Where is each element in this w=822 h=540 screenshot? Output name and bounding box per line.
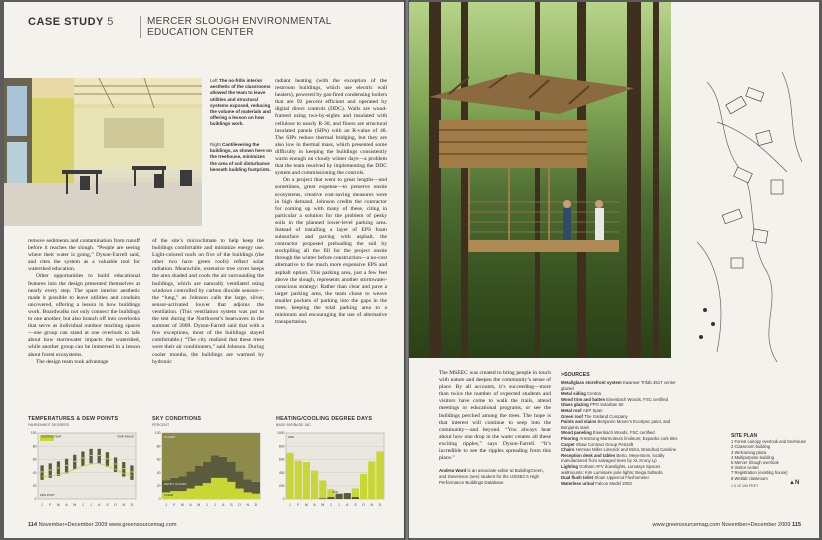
x-tick-label: A bbox=[346, 503, 349, 507]
temp-range-bar bbox=[89, 449, 92, 464]
site-plan-item: 6 Visitor center bbox=[731, 465, 759, 471]
source-item-key: Green roof bbox=[561, 413, 585, 419]
hdd-bar bbox=[303, 462, 310, 499]
body-paragraph: On a project that went to great lengths—and sometimes, great expense—to preserve onsite ecosystems, creative cost-saving measures were in high demand. Johnson credits the contractor for coming up with many of these, citing in particular a solution for the problem of pesky soils in the planned lower-level parking area. Instead of installing a layer of EPS foam subsurface and paving with asphalt, the contractor proposed preloading the soil by stockpiling all the fill for the project onsite through the winter before construction—a no-cost alternative to the much more expensive EPS and asphalt option. This parking area, just a few feet above the slough, represents another stormwater-conscious strategy: Rather than clear and pave a larger parking area, the team chose to weave smaller pockets of parking into the gaps in the trees, keeping the total parking area to a minimum and encouraging the use of alternative transportation. bbox=[275, 177, 387, 326]
x-tick-label: A bbox=[189, 503, 192, 507]
temp-range-bar bbox=[40, 465, 43, 480]
page-title: MERCER SLOUGH ENVIRONMENTAL EDUCATION CENTER bbox=[147, 16, 332, 38]
sources-list bbox=[561, 380, 679, 486]
x-tick-label: M bbox=[180, 503, 184, 507]
x-tick-label: F bbox=[297, 503, 300, 507]
cdd-bar bbox=[336, 494, 343, 499]
y-tick-label: 100 bbox=[30, 431, 37, 436]
cdd-bar bbox=[352, 497, 359, 499]
treehouse-illustration bbox=[409, 2, 671, 358]
caption-right-label: Right bbox=[210, 142, 221, 147]
caption-left-text: The no-frills interior aesthetic of the classrooms allowed the team to leave utilities and structural systems exposed, reducing the volume of materials and offering a lesson on how buildings work. bbox=[210, 78, 271, 127]
temp-chart-subtitle: FAHRENHEIT DEGREES bbox=[28, 423, 70, 427]
source-item-key: Glass glazing bbox=[561, 402, 590, 408]
temp-chart-title: TEMPERATURES & DEW POINTS bbox=[28, 416, 119, 422]
classroom-illustration bbox=[4, 78, 202, 226]
hdd-bar bbox=[376, 451, 383, 499]
y-tick-label: 40 bbox=[32, 470, 37, 475]
left-page bbox=[4, 2, 406, 538]
sky-chart-title: SKY CONDITIONS bbox=[152, 416, 202, 422]
legend-dew-label: DEW POINT bbox=[40, 494, 55, 497]
x-tick-label: J bbox=[214, 503, 216, 507]
x-tick-label: O bbox=[238, 503, 241, 507]
right-folio bbox=[653, 522, 801, 528]
y-tick-label: 0 bbox=[34, 497, 37, 502]
site-plan-item: 5 Mercer Slough overlook bbox=[731, 460, 779, 466]
y-tick-label: 0 bbox=[282, 497, 285, 502]
section-label-text: CASE STUDY bbox=[28, 16, 104, 28]
source-item bbox=[561, 481, 679, 487]
temp-range-bar bbox=[106, 452, 109, 467]
x-tick-label: D bbox=[254, 503, 258, 507]
y-tick-label: 80 bbox=[156, 444, 161, 449]
source-item-key: Flooring bbox=[561, 435, 580, 441]
body-paragraph: Other opportunities to build educational features into the design presented themselves at nearly every step. The spare interior aesthetic made it possible to leave utilities and conduits uncovered, offering a lesson in how buildings work. Boardwalks not only connect the buildings to one another, but also branch off into overlooks that serve as individual outdoor teaching spaces—one group can stand at one overlook to talk about how stormwater impacts the watershed, while another group can be immersed in a lesson about forest ecosystems. bbox=[28, 273, 140, 358]
source-item-key: Lighting bbox=[561, 463, 580, 469]
left-folio-text: November+December 2009 www.greensourcemag.com bbox=[38, 522, 177, 528]
x-tick-label: A bbox=[222, 503, 225, 507]
y-tick-label: 0 bbox=[158, 497, 161, 502]
site-plan-item: 8 Wetlab classroom bbox=[731, 475, 768, 481]
x-tick-label: S bbox=[354, 503, 357, 507]
right-page bbox=[409, 2, 819, 538]
source-item-value: Kawneer Trifab 451T center glazed bbox=[561, 380, 676, 391]
y-tick-label: 200 bbox=[278, 484, 285, 488]
x-tick-label: J bbox=[41, 503, 43, 507]
temp-chart bbox=[28, 429, 146, 511]
temp-range-bar bbox=[81, 451, 84, 466]
body-column-b bbox=[152, 238, 264, 366]
section-number: 5 bbox=[107, 16, 114, 28]
source-item-value: The Garland Company bbox=[584, 413, 628, 419]
y-tick-label: 60 bbox=[32, 457, 37, 462]
north-label: N bbox=[794, 480, 800, 486]
x-tick-label: M bbox=[321, 503, 325, 507]
scale-bar-label: 1 0 10 100 FEET bbox=[731, 484, 759, 488]
author-name: Andrea Ward bbox=[439, 468, 467, 473]
x-tick-label: N bbox=[370, 503, 374, 507]
body-column-a bbox=[28, 238, 140, 366]
site-plan-key bbox=[731, 434, 807, 481]
x-tick-label: M bbox=[56, 503, 60, 507]
x-tick-label: J bbox=[82, 503, 84, 507]
classroom-photo bbox=[4, 78, 202, 226]
x-tick-label: A bbox=[313, 503, 316, 507]
x-tick-label: J bbox=[165, 503, 167, 507]
y-tick-label: 600 bbox=[278, 457, 285, 462]
source-item-value: Gotham AFV downlights, Lumasys Spaces wallmounts; Kim Luminaire pole lights; Beiga bollards bbox=[561, 463, 663, 475]
author-bio bbox=[439, 468, 551, 485]
source-item-value: Eisenbach Woods, FSC certified bbox=[606, 396, 669, 402]
body-paragraph: The MSEEC was created to bring people in touch with nature and deepen the community’s sense of place. By all accounts, it’s succeeding—more than twice the number of expected students and visitors have come to walk the trails, attend meetings or educational programs, or see the buildings perched among the trees. The hope is that interest will continue to seep into the community—and beyond. “You always hear about how one drop in the water creates all these exciting ripples,” says Dyson-Farrell. “It’s incredible to see the ripples spreading from this place.” bbox=[439, 370, 551, 462]
site-plan-item: 2 Classroom building bbox=[731, 444, 771, 450]
x-tick-label: O bbox=[114, 503, 117, 507]
source-item-value: Centria bbox=[587, 391, 601, 397]
source-item-value: AEP Span bbox=[582, 407, 603, 413]
x-tick-label: M bbox=[304, 503, 308, 507]
temp-range-bar bbox=[73, 455, 76, 470]
x-tick-label: D bbox=[378, 503, 382, 507]
source-item-key: Waterless urinal bbox=[561, 480, 596, 486]
sky-chart bbox=[152, 429, 270, 511]
x-tick-label: N bbox=[122, 503, 126, 507]
header-divider bbox=[140, 16, 141, 38]
site-plan-map bbox=[687, 62, 815, 382]
cdd-bar bbox=[319, 498, 326, 499]
x-tick-label: S bbox=[106, 503, 109, 507]
caption-left-label: Left bbox=[210, 78, 218, 83]
legend-hdd-label: HDD bbox=[288, 435, 295, 439]
source-item-key: Dual flush toilet bbox=[561, 475, 595, 481]
source-item-value: Berto, Meyerstein, locally manufactured from salvaged trees by XL Krony Lp bbox=[561, 452, 665, 464]
x-tick-label: N bbox=[246, 503, 250, 507]
source-item bbox=[561, 419, 679, 430]
source-item-value: Eisenbach Woods, FSC certified bbox=[592, 430, 655, 436]
caption-right-text: Cantilevering the buildings, as shown here on the treehouse, minimizes the area of soil disturbance beneath building footprints. bbox=[210, 142, 272, 172]
body-column-top-right bbox=[275, 78, 387, 326]
sources-heading: >SOURCES bbox=[561, 372, 590, 378]
y-tick-label: 20 bbox=[156, 484, 161, 488]
source-item-key: Reception desk and tables bbox=[561, 452, 617, 458]
source-item-value: PPG Solarban 60 bbox=[589, 402, 624, 408]
source-item bbox=[561, 464, 679, 475]
legend-cdd-label: CDD bbox=[331, 490, 339, 494]
source-item-key: Chairs bbox=[561, 447, 576, 453]
source-item-key: Metal siding bbox=[561, 391, 588, 397]
left-page-number: 114 bbox=[28, 522, 38, 528]
hdd-bar bbox=[295, 461, 302, 499]
y-tick-label: 1000 bbox=[276, 431, 285, 436]
temp-range-bar bbox=[65, 459, 68, 474]
legend-cloudy-label: CLOUDY bbox=[164, 435, 176, 439]
treehouse-photo bbox=[409, 2, 671, 358]
body-paragraph: radiant heating (with the exception of the restroom buildings, which use electric wall heaters), powered by gas-fired condensing boilers that are 92 percent efficient and operated by digital direct controls (DDC). Walls are wood-framed using two-by-eights and insulated with cellulose to nearly R-30, and floors are structural insulated panels (SIPs) with an R-value of 48. The SIPs reduce thermal bridging, but they are also low in thermal mass, which presented some difficulty in keeping the buildings consistently warm enough on cloudy winter days—a problem that the team resolved by implementing the DDC system and commissioning the controls. bbox=[275, 78, 387, 177]
legend-clear-label: CLEAR bbox=[164, 493, 174, 497]
source-item-value: Shaw Contract Group Petcraft bbox=[575, 441, 634, 447]
temp-range-bar bbox=[130, 465, 133, 480]
source-item-key: Metal roof bbox=[561, 407, 583, 413]
photo-caption-left bbox=[210, 78, 272, 128]
y-tick-label: 60 bbox=[156, 457, 161, 462]
temp-range-bar bbox=[98, 449, 101, 464]
x-tick-label: D bbox=[130, 503, 134, 507]
plot-area bbox=[38, 433, 136, 499]
body-column-right bbox=[439, 370, 551, 462]
source-item-key: Paints and stains bbox=[561, 419, 598, 425]
source-item bbox=[561, 453, 679, 464]
photo-caption-right bbox=[210, 142, 272, 173]
source-item-key: Carpet bbox=[561, 441, 576, 447]
y-tick-label: 80 bbox=[32, 444, 37, 449]
temp-range-bar bbox=[57, 461, 60, 476]
y-tick-label: 100 bbox=[154, 431, 161, 436]
source-item bbox=[561, 380, 679, 391]
site-plan-item: 3 Welcoming plaza bbox=[731, 449, 767, 455]
source-item-value: Armstrong Marmoleum linoleum; Expanko cork tiles bbox=[579, 435, 678, 441]
x-tick-label: J bbox=[338, 503, 340, 507]
y-tick-label: 40 bbox=[156, 470, 161, 475]
site-plan-item: 4 Multipurpose building bbox=[731, 454, 775, 460]
hdd-bar bbox=[368, 461, 375, 499]
hdd-bar bbox=[311, 471, 318, 499]
y-tick-label: 20 bbox=[32, 484, 37, 488]
source-item-key: Wood trim and batten bbox=[561, 396, 607, 402]
section-label bbox=[28, 16, 114, 28]
sky-chart-subtitle: PERCENT bbox=[152, 423, 170, 427]
right-page-number: 115 bbox=[791, 522, 801, 528]
right-folio-text: www.greensourcemag.com November+December 2009 bbox=[652, 522, 791, 528]
body-paragraph: remove sediments and contamination from runoff before it reaches the slough. “People are seeing where their water is going,” Dyson-Farrell said, and cites the system as a valuable tool for watershed education. bbox=[28, 238, 140, 273]
legend-avg-label: AVERAGE TEMP bbox=[41, 435, 62, 439]
hdd-bar bbox=[360, 474, 367, 499]
x-tick-label: F bbox=[173, 503, 176, 507]
body-paragraph: The design team took advantage bbox=[36, 358, 109, 365]
x-tick-label: F bbox=[49, 503, 52, 507]
site-plan-item: 1 Forest canopy overlook and treehouse bbox=[731, 439, 806, 445]
x-tick-label: A bbox=[98, 503, 101, 507]
site-plan-items bbox=[731, 439, 807, 481]
hdd-chart bbox=[276, 429, 394, 511]
x-tick-label: J bbox=[90, 503, 92, 507]
north-arrow-icon: ▲N bbox=[789, 480, 800, 486]
x-tick-label: S bbox=[230, 503, 233, 507]
legend-partly-label: PARTLY CLOUDY bbox=[164, 482, 187, 486]
source-item-value: Herman Miller Limerick and Mirra, Brandrud Caroline bbox=[575, 447, 677, 453]
site-plan-item: 7 Registration (existing house) bbox=[731, 470, 788, 476]
y-tick-label: 400 bbox=[278, 470, 285, 475]
source-item-key: Metal/glass storefront system bbox=[561, 380, 623, 385]
temp-range-bar bbox=[122, 462, 125, 477]
left-folio bbox=[28, 522, 176, 528]
legend-range-label: TEMP RANGE bbox=[116, 435, 134, 439]
body-paragraph: of the site’s microclimate to help keep the buildings comfortable and minimize energy use. Light-colored roofs on five of the buildings (the other two have green roofs) reflect solar radiation. Meanwhile, extensive tree cover keeps the area shaded and cools the air surrounding the buildings, which are naturally ventilated using windows controlled by carbon dioxide sensors—the “lung,” as Johnson calls the large, silver, sensor-activated louver that adjoins the ventilation. (This ventilation system was put to the test during the Northwest’s heatwaves in the summer of 2009. Dyson-Farrell said that with a few exceptions, most of the buildings stayed comfortable.) “The city realized that these trees were their air conditioners,” said Johnson. During cooler months, the buildings are warmed by hydronic bbox=[152, 238, 264, 365]
source-item-value: Benjamin Moore’s EcoSpec paint, and Benjamin stain bbox=[561, 419, 671, 430]
source-item-key: Wood paneling bbox=[561, 430, 593, 436]
hdd-bar bbox=[319, 481, 326, 499]
source-item-value: Falcon Model 2003 bbox=[595, 480, 632, 486]
author-bio-text: is an associate editor at BuildingGreen, and Stevenson (see) student for the USGBC’s High Performance Buildings Database. bbox=[439, 468, 544, 485]
x-tick-label: J bbox=[330, 503, 332, 507]
cdd-bar bbox=[327, 497, 334, 499]
cdd-bar bbox=[344, 493, 351, 499]
site-plan-title: SITE PLAN bbox=[731, 433, 758, 439]
x-tick-label: J bbox=[289, 503, 291, 507]
x-tick-label: O bbox=[362, 503, 365, 507]
y-tick-label: 800 bbox=[278, 444, 285, 449]
source-item-value: Sloan Uppercut Flushometer bbox=[594, 475, 650, 481]
x-tick-label: M bbox=[73, 503, 77, 507]
x-tick-label: J bbox=[206, 503, 208, 507]
hdd-chart-title: HEATING/COOLING DEGREE DAYS bbox=[276, 416, 373, 422]
x-tick-label: M bbox=[197, 503, 201, 507]
x-tick-label: A bbox=[65, 503, 68, 507]
hdd-chart-subtitle: BASE 65F/BASE 18C bbox=[276, 423, 311, 427]
hdd-bar bbox=[287, 453, 294, 499]
